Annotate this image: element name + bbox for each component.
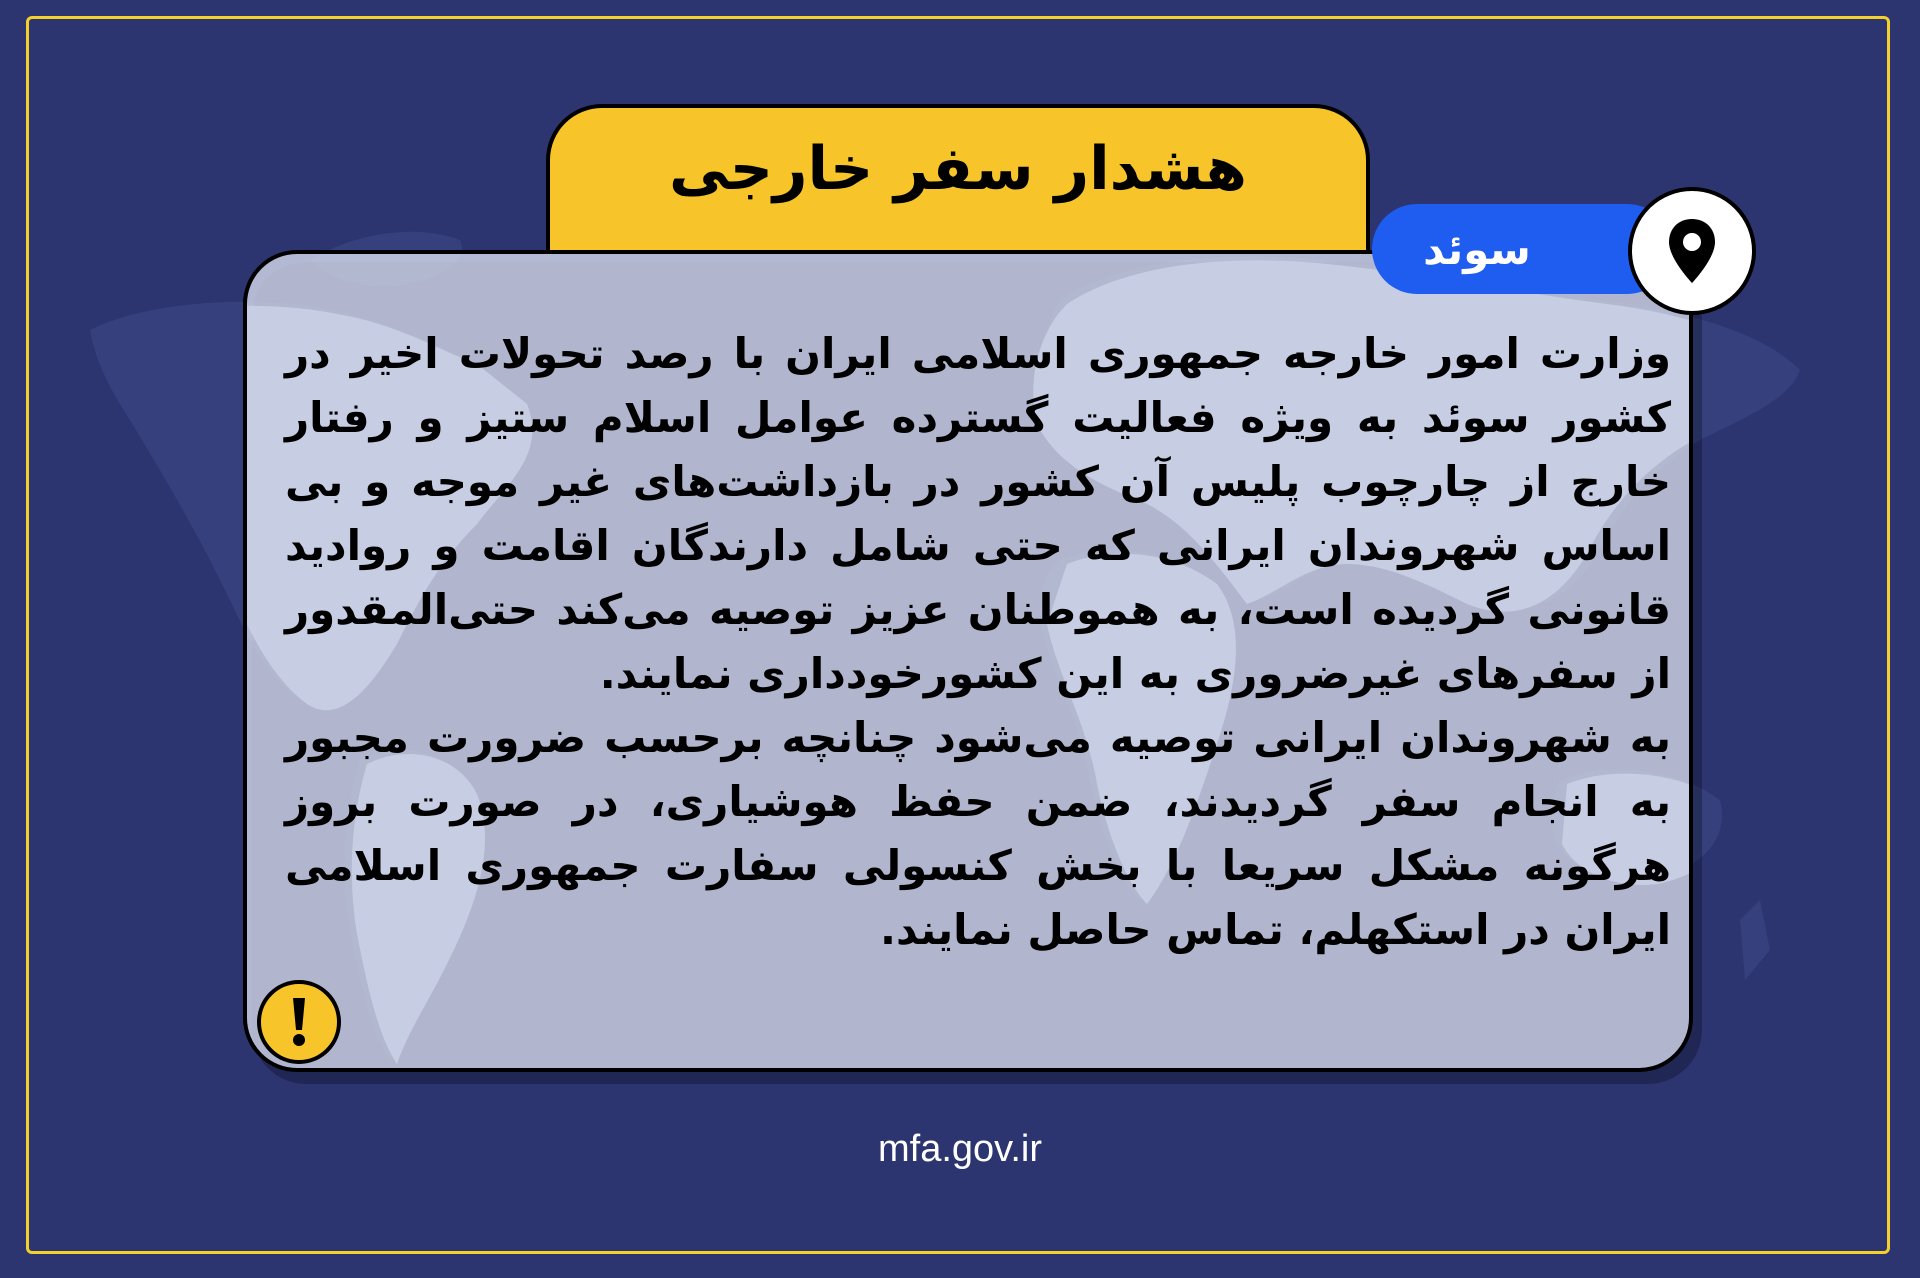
page-title: هشدار سفر خارجی (669, 134, 1247, 204)
advisory-paragraph: به شهروندان ایرانی توصیه می‌شود چنانچه برحسب ضرورت مجبور به انجام سفر گردیدند، ضمن حفظ هوشیاری، در صورت بروز هرگونه مشکل سریعا با بخش کنسولی سفارت جمهوری اسلامی ایران در استکهلم، تماس حاصل نمایند. (285, 713, 1671, 954)
country-name: سوئد (1423, 224, 1531, 274)
advisory-paragraph: وزارت امور خارجه جمهوری اسلامی ایران با رصد تحولات اخیر در کشور سوئد به ویژه فعالیت گسترده عوامل اسلام ستیز و رفتار خارج از چارچوب پلیس آن کشور در بازداشت‌های غیر موجه و بی اساس شهروندان ایرانی که حتی شامل دارندگان اقامت و روادید قانونی گردیده است، به هموطنان عزیز توصیه می‌کند حتی‌المقدور از سفرهای غیرضروری به این کشورخودداری نمایند. (285, 329, 1671, 698)
warning-badge (257, 980, 341, 1064)
title-banner (546, 104, 1370, 250)
location-badge (1628, 187, 1756, 315)
footer-url: mfa.gov.ir (877, 1128, 1042, 1170)
advisory-card (243, 250, 1693, 1072)
country-badge (1372, 204, 1672, 294)
exclamation-icon (289, 996, 309, 1048)
advisory-text (285, 322, 1671, 962)
map-pin-icon (1666, 217, 1718, 285)
